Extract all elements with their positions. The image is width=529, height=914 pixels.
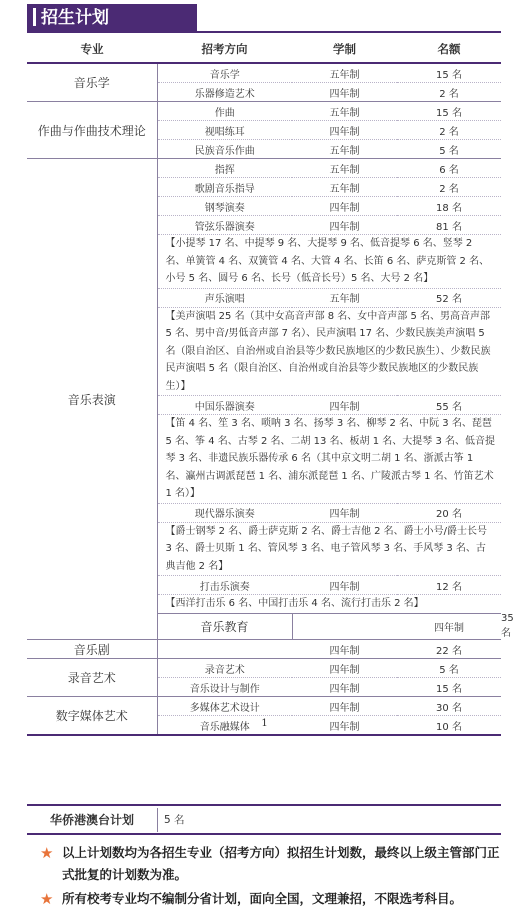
direction-cell: 作曲 <box>157 102 292 121</box>
table-row: 音乐教育 四年制 35 名 <box>27 613 501 640</box>
major-digital-media-arts: 数字媒体艺术 <box>27 697 157 736</box>
direction-cell: 声乐演唱 <box>157 288 292 307</box>
quota-cell: 6 名 <box>397 159 501 178</box>
duration-cell: 四年制 <box>292 576 397 595</box>
quota-cell: 18 名 <box>397 197 501 216</box>
table-row <box>27 63 501 83</box>
direction-cell: 音乐学 <box>157 63 292 83</box>
remark-text: 以上计划数均为各招生专业（招考方向）拟招生计划数，最终以上级主管部门正式批复的计划数为准。 <box>62 845 500 882</box>
direction-cell <box>157 640 292 659</box>
vocal-breakdown-note: 【美声演唱 25 名（其中女高音声部 8 名、女中音声部 5 名、男高音声部 5 名、男中音/男低音声部 7 名）、民声演唱 17 名、少数民族美声演唱 5 名（限自治区、自治州或自治县等少数民族地区的少数民族生）、少数民族民声演唱 5 名（限自治区、自治州或自治县等少数民族地区的少数民族生）】 <box>157 307 501 396</box>
major-musical-theatre: 音乐剧 <box>27 640 157 659</box>
direction-cell: 歌剧音乐指导 <box>157 178 292 197</box>
quota-cell: 15 名 <box>397 63 501 83</box>
quota-cell: 5 名 <box>397 659 501 678</box>
quota-cell: 5 名 <box>397 140 501 159</box>
direction-cell: 乐器修造艺术 <box>157 83 292 102</box>
duration-cell: 四年制 <box>292 503 397 522</box>
direction-cell: 音乐融媒体 <box>157 716 292 736</box>
direction-cell: 现代器乐演奏 <box>157 503 292 522</box>
quota-cell: 15 名 <box>397 102 501 121</box>
quota-cell: 20 名 <box>397 503 501 522</box>
title-marker <box>33 8 36 26</box>
remark-item <box>40 888 500 910</box>
direction-cell: 管弦乐器演奏 <box>157 216 292 235</box>
quota-cell: 55 名 <box>397 396 501 415</box>
section-title <box>27 4 197 32</box>
duration-cell: 四年制 <box>397 613 501 640</box>
duration-cell: 四年制 <box>292 216 397 235</box>
duration-cell: 四年制 <box>292 716 397 736</box>
major-music-studies: 音乐学 <box>27 63 157 102</box>
quota-cell: 2 名 <box>397 121 501 140</box>
direction-cell: 民族音乐作曲 <box>157 140 292 159</box>
hk-table-bottom-rule <box>27 833 501 835</box>
remark-text: 所有校考专业均不编制分省计划，面向全国，文理兼招，不限选考科目。 <box>62 891 463 906</box>
direction-cell: 钢琴演奏 <box>157 197 292 216</box>
section-title-text: 招生计划 <box>41 8 109 28</box>
direction-cell: 录音艺术 <box>157 659 292 678</box>
direction-cell: 指挥 <box>157 159 292 178</box>
duration-cell: 五年制 <box>292 288 397 307</box>
quota-cell: 15 名 <box>397 678 501 697</box>
direction-cell <box>292 613 397 640</box>
header-major: 专业 <box>27 36 157 63</box>
major-recording-arts: 录音艺术 <box>27 659 157 697</box>
duration-cell: 五年制 <box>292 140 397 159</box>
duration-cell: 五年制 <box>292 178 397 197</box>
duration-cell: 五年制 <box>292 159 397 178</box>
chinese-instruments-breakdown-note: 【笛 4 名、笙 3 名、唢呐 3 名、扬琴 3 名、柳琴 2 名、中阮 3 名、琵琶 5 名、筝 4 名、古琴 2 名、二胡 13 名、板胡 1 名、大提琴 3 名、低音提琴 3 名、非遗民族乐器传承 6 名（其中京文明二胡 1 名、浙派古筝 1 名、瀛州古调派琵琶 1 名、浦东派琵琶 1 名、广陵派古琴 1 名、竹笛艺术 1 名）】 <box>157 415 501 504</box>
table-row <box>27 659 501 678</box>
table-row <box>27 697 501 716</box>
direction-cell: 中国乐器演奏 <box>157 396 292 415</box>
duration-cell: 四年制 <box>292 83 397 102</box>
table-row <box>27 159 501 178</box>
quota-cell: 22 名 <box>397 640 501 659</box>
duration-cell: 四年制 <box>292 678 397 697</box>
title-rule <box>27 31 501 33</box>
hk-macau-taiwan-quota: 5 名 <box>164 814 185 826</box>
modern-instruments-breakdown-note: 【爵士钢琴 2 名、爵士萨克斯 2 名、爵士吉他 2 名、爵士小号/爵士长号 3 名、爵士贝斯 1 名、管风琴 3 名、电子管风琴 3 名、手风琴 3 名、古典吉他 2 名】 <box>157 522 501 576</box>
quota-cell: 12 名 <box>397 576 501 595</box>
duration-cell: 四年制 <box>292 121 397 140</box>
orchestral-breakdown-note: 【小提琴 17 名、中提琴 9 名、大提琴 9 名、低音提琴 6 名、竖琴 2 名、单簧管 4 名、双簧管 4 名、大管 4 名、长笛 6 名、萨克斯管 2 名、小号 5 名、圆号 6 名、长号（低音长号）5 名、大号 2 名】 <box>157 235 501 289</box>
quota-cell: 2 名 <box>397 83 501 102</box>
hk-macau-taiwan-label: 华侨港澳台计划 <box>27 808 158 832</box>
duration-cell: 五年制 <box>292 102 397 121</box>
hk-table-top-rule <box>27 804 501 806</box>
quota-cell: 30 名 <box>397 697 501 716</box>
duration-cell: 四年制 <box>292 640 397 659</box>
duration-cell: 五年制 <box>292 63 397 83</box>
star-icon: ★ <box>40 890 54 908</box>
quota-cell: 2 名 <box>397 178 501 197</box>
header-direction: 招考方向 <box>157 36 292 63</box>
major-performance: 音乐表演 <box>27 159 157 640</box>
duration-cell: 四年制 <box>292 659 397 678</box>
table-row <box>27 640 501 659</box>
direction-cell: 音乐设计与制作 <box>157 678 292 697</box>
enrollment-plan-table <box>27 36 514 736</box>
star-icon: ★ <box>40 844 54 862</box>
direction-cell: 视唱练耳 <box>157 121 292 140</box>
quota-cell: 81 名 <box>397 216 501 235</box>
major-music-education: 音乐教育 <box>157 613 292 640</box>
table-row <box>27 102 501 121</box>
remark-item <box>40 842 500 886</box>
percussion-breakdown-note: 【西洋打击乐 6 名、中国打击乐 4 名、流行打击乐 2 名】 <box>157 595 501 614</box>
header-quota: 名额 <box>397 36 501 63</box>
major-composition: 作曲与作曲技术理论 <box>27 102 157 159</box>
page-number: 1 <box>261 718 268 729</box>
direction-cell: 多媒体艺术设计 <box>157 697 292 716</box>
duration-cell: 四年制 <box>292 697 397 716</box>
duration-cell: 四年制 <box>292 197 397 216</box>
duration-cell: 四年制 <box>292 396 397 415</box>
quota-cell: 52 名 <box>397 288 501 307</box>
direction-cell: 打击乐演奏 <box>157 576 292 595</box>
table-header-row <box>27 36 501 63</box>
header-duration: 学制 <box>292 36 397 63</box>
quota-cell: 10 名 <box>397 716 501 736</box>
